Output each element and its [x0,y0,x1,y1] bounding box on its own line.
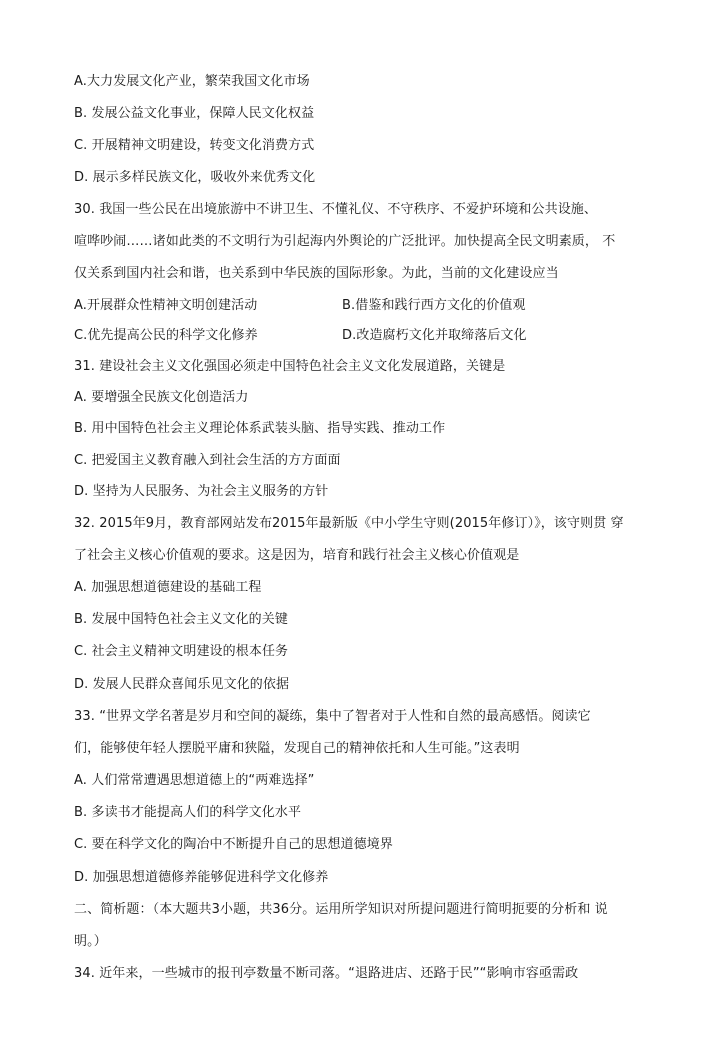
option-b-q29: B. 发展公益文化事业，保障人民文化权益 [74,106,315,121]
option-b-q33: B. 多读书才能提高人们的科学文化水平 [74,805,302,820]
section-heading-line-2: 明。） [74,934,107,949]
option-a-q33: A. 人们常常遭遇思想道德上的“两难选择” [74,773,315,788]
section-heading-line-1: 二、简析题：（本大题共3小题，共36分。运用所学知识对所提问题进行简明扼要的分析和 说 [74,902,608,917]
option-a-q30: A.开展群众性精神文明创建活动 [74,298,258,313]
question-31: 31. 建设社会主义文化强国必须走中国特色社会主义文化发展道路，关键是 [74,359,506,374]
option-a-q29: A.大力发展文化产业，繁荣我国文化市场 [74,74,310,89]
option-d-q33: D. 加强思想道德修养能够促进科学文化修养 [74,870,329,885]
option-d-q30: D.改造腐朽文化并取缔落后文化 [342,328,527,343]
question-32-line-2: 了社会主义核心价值观的要求。这是因为，培育和践行社会主义核心价值观是 [74,548,520,563]
question-30-line-1: 30. 我国一些公民在出境旅游中不讲卫生、不懂礼仪、不守秩序、不爱护环境和公共设施、 [74,202,598,217]
option-c-q30: C.优先提高公民的科学文化修养 [74,328,258,343]
option-c-q29: C. 开展精神文明建设，转变文化消费方式 [74,138,315,153]
option-d-q32: D. 发展人民群众喜闻乐见文化的依据 [74,677,290,692]
question-30-line-2: 喧哗吵闹……诸如此类的不文明行为引起海内外舆论的广泛批评。加快提高全民文明素质， 不 [74,234,616,249]
option-c-q32: C. 社会主义精神文明建设的根本任务 [74,644,289,659]
option-d-q31: D. 坚持为人民服务、为社会主义服务的方针 [74,484,329,499]
option-a-q32: A. 加强思想道德建设的基础工程 [74,580,262,595]
question-34-line-1: 34. 近年来，一些城市的报刊亭数量不断司落。“退路进店、还路于民”“影响市容亟需政 [74,966,579,981]
question-33-line-2: 们，能够使年轻人摆脱平庸和狭隘，发现自己的精神依托和人生可能。”这表明 [74,741,520,756]
option-a-q31: A. 要增强全民族文化创造活力 [74,390,249,405]
question-33-line-1: 33. “世界文学名著是岁月和空间的凝练，集中了智者对于人性和自然的最高感悟。阅读它 [74,709,591,724]
option-b-q31: B. 用中国特色社会主义理论体系武装头脑、指导实践、推动工作 [74,421,446,436]
option-b-q30: B.借鉴和践行西方文化的价值观 [342,298,526,313]
option-c-q31: C. 把爱国主义教育融入到社会生活的方方面面 [74,453,341,468]
option-d-q29: D. 展示多样民族文化，吸收外来优秀文化 [74,170,316,185]
question-32-line-1: 32. 2015年9月，教育部网站发布2015年最新版《中小学生守则(2015年修订）》，该守则贯 穿 [74,516,624,531]
option-c-q33: C. 要在科学文化的陶冶中不断提升自己的思想道德境界 [74,837,393,852]
question-30-line-3: 仅关系到国内社会和谐，也关系到中华民族的国际形象。为此，当前的文化建设应当 [74,266,559,281]
option-b-q32: B. 发展中国特色社会主义文化的关键 [74,612,288,627]
